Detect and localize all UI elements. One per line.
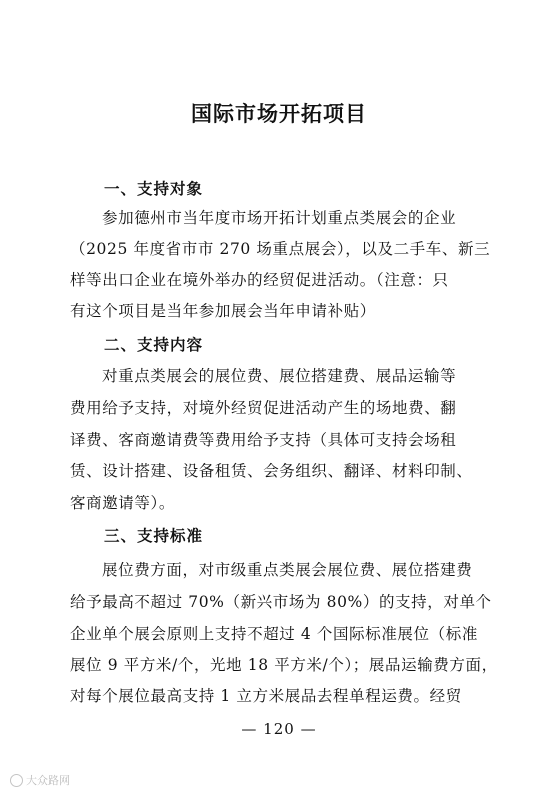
paragraph-line: 给予最高不超过 70%（新兴市场为 80%）的支持，对单个 xyxy=(70,593,492,611)
watermark-text: 大众路网 xyxy=(26,774,70,787)
document-title: 国际市场开拓项目 xyxy=(191,102,367,126)
paragraph-line: 客商邀请等）。 xyxy=(70,494,175,512)
section-heading-2: 二、支持内容 xyxy=(104,336,204,354)
paragraph-line: 费用给予支持，对境外经贸促进活动产生的场地费、翻 xyxy=(70,399,457,417)
paragraph-line: （2025 年度省市市 270 场重点展会），以及二手车、新三 xyxy=(70,240,491,258)
section-heading-3: 三、支持标准 xyxy=(104,527,204,545)
paragraph-line: 样等出口企业在境外举办的经贸促进活动。（注意：只 xyxy=(70,271,449,289)
paragraph-line: 展位费方面，对市级重点类展会展位费、展位搭建费 xyxy=(102,561,473,579)
page-number: — 120 — xyxy=(241,720,317,738)
watermark xyxy=(10,772,70,788)
paragraph-line: 赁、设计搭建、设备租赁、会务组织、翻译、材料印制、 xyxy=(70,462,473,480)
paragraph-line: 展位 9 平方米/个，光地 18 平方米/个）；展品运输费方面， xyxy=(70,656,498,674)
paragraph-line: 参加德州市当年度市场开拓计划重点类展会的企业 xyxy=(102,209,457,227)
paragraph-line: 企业单个展会原则上支持不超过 4 个国际标准展位（标准 xyxy=(70,625,478,643)
watermark-logo-icon xyxy=(10,774,23,787)
paragraph-line: 对每个展位最高支持 1 立方米展品去程单程运费。经贸 xyxy=(70,687,462,705)
section-heading-1: 一、支持对象 xyxy=(104,180,204,198)
paragraph-line: 有这个项目是当年参加展会当年申请补贴） xyxy=(70,302,376,320)
paragraph-line: 对重点类展会的展位费、展位搭建费、展品运输等 xyxy=(102,367,457,385)
paragraph-line: 译费、客商邀请费等费用给予支持（具体可支持会场租 xyxy=(70,431,457,449)
